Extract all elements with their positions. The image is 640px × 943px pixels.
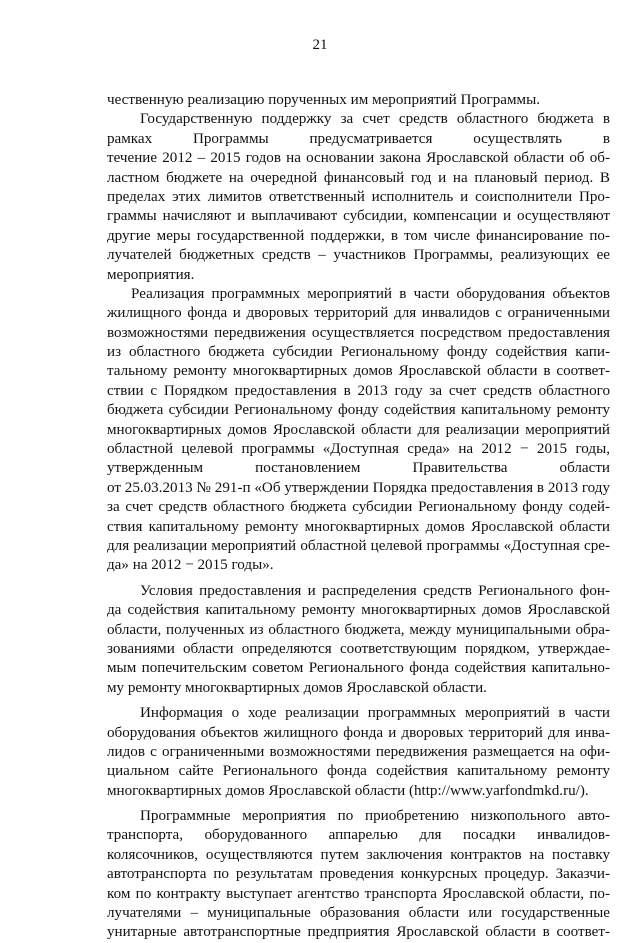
text-line: циальном сайте Регионального фонда содействия капитальному ремонту xyxy=(107,763,610,780)
text-line: да» на 2012 − 2015 годы». xyxy=(107,557,274,574)
text-line: Программные мероприятия по приобретению низкопольного авто- xyxy=(140,808,610,825)
text-line: бюджета субсидии Региональному фонду содействия капитальному ремонту xyxy=(107,402,610,419)
text-line: пределах этих лимитов ответственный исполнитель и соисполнители Про- xyxy=(107,188,610,205)
paragraph-state-support xyxy=(107,110,610,285)
text-line: да содействия капитальному ремонту многоквартирных домов Ярославской xyxy=(107,602,610,619)
text-line: лучателей бюджетных средств – участников Программы, реализующих ее xyxy=(107,247,610,264)
text-line: другие меры государственной поддержки, в том числе финансирование по- xyxy=(107,227,610,244)
text-line: области, полученных из областного бюджета, между муниципальными обра- xyxy=(107,621,610,638)
text-line: жилищного фонда и дворовых территорий для инвалидов с ограниченными xyxy=(107,305,610,322)
text-line: чественную реализацию порученных им мероприятий Программы. xyxy=(107,92,540,108)
document-body xyxy=(107,91,610,943)
text-line: колясочников, осуществляются путем заключения контрактов на поставку xyxy=(107,846,610,863)
text-line: из областного бюджета субсидии Региональному фонду содействия капи- xyxy=(107,344,610,361)
text-line: мероприятия. xyxy=(107,266,195,283)
text-line: ствия капитальному ремонту многоквартирных домов Ярославской области xyxy=(107,518,610,535)
text-line: Реализация программных мероприятий в части оборудования объектов xyxy=(131,285,610,302)
text-line: рамках Программы предусматривается осуществлять в xyxy=(107,130,610,147)
paragraph-continuation xyxy=(107,91,610,110)
text-line: зованиями области определяются соответствующим порядком, утверждае- xyxy=(107,640,610,657)
paragraph-fund-conditions xyxy=(107,582,610,698)
text-line: унитарные автотранспортные предприятия Ярославской области в соответ- xyxy=(107,924,610,941)
text-line: граммы начисляют и выплачивают субсидии, компенсации и осуществляют xyxy=(107,208,610,225)
text-line: за счет средств областного бюджета субсидии Региональному фонду содей- xyxy=(107,499,610,516)
text-line: течение 2012 – 2015 годов на основании закона Ярославской области об об- xyxy=(107,150,610,167)
paragraph-equipment-measures xyxy=(107,285,610,576)
text-line: мым попечительским советом Регионального фонда содействия капитально- xyxy=(107,660,610,677)
text-line: от 25.03.2013 № 291-п «Об утверждении Порядка предоставления в 2013 году xyxy=(107,479,610,496)
text-line: лидов с ограниченными возможностями передвижения размещается на офи- xyxy=(107,743,610,760)
paragraph-transport xyxy=(107,807,610,943)
text-line: оборудования объектов жилищного фонда и дворовых территорий для инва- xyxy=(107,724,610,741)
text-line: для реализации мероприятий областной целевой программы «Доступная сре- xyxy=(107,537,610,554)
text-line: Государственную поддержку за счет средств областного бюджета в xyxy=(140,111,610,128)
text-line: ластном бюджете на очередной финансовый год и на плановый период. В xyxy=(107,169,610,186)
page-number: 21 xyxy=(312,37,328,53)
text-line: тальному ремонту многоквартирных домов Ярославской области в соответ- xyxy=(107,363,610,380)
paragraph-information xyxy=(107,704,610,801)
text-line: областной целевой программы «Доступная среда» на 2012 − 2015 годы, xyxy=(107,441,610,458)
text-line: многоквартирных домов Ярославской области (http://www.yarfondmkd.ru/). xyxy=(107,782,589,799)
text-line: лучателями – муниципальные образования области или государственные xyxy=(107,905,610,922)
text-line: Информация о ходе реализации программных мероприятий в части xyxy=(140,705,610,722)
text-line: му ремонту многоквартирных домов Ярославской области. xyxy=(107,679,487,696)
text-line: ствии с Порядком предоставления в 2013 году за счет средств областного xyxy=(107,382,610,399)
text-line: многоквартирных домов Ярославской области для реализации мероприятий xyxy=(107,421,610,438)
text-line: транспорта, оборудованного аппарелью для посадки инвалидов- xyxy=(107,827,610,844)
text-line: возможностями передвижения осуществляется посредством предоставления xyxy=(107,324,610,341)
text-line: автотранспорта по результатам проведения конкурсных процедур. Заказчи- xyxy=(107,866,610,883)
text-line: ком по контракту выступает агентство транспорта Ярославской области, по- xyxy=(107,885,610,902)
text-line: Условия предоставления и распределения средств Регионального фон- xyxy=(140,582,610,599)
text-line: утвержденным постановлением Правительства области xyxy=(107,460,610,477)
